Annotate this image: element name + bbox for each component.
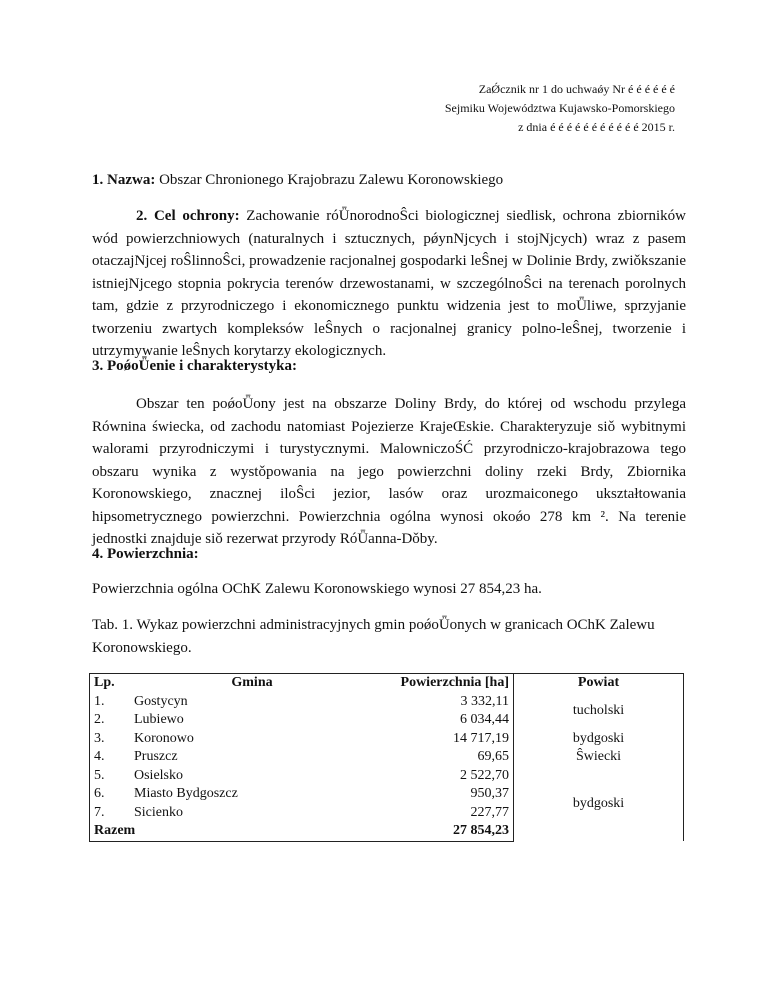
total-label: Razem (90, 822, 375, 841)
row-powierzchnia: 950,37 (374, 785, 514, 804)
row-gmina: Sicienko (134, 804, 183, 820)
powiat-cell: bydgoski (572, 795, 625, 811)
row-gmina: Gostycyn (134, 693, 188, 709)
attachment-header (445, 80, 675, 137)
header-line-2: Sejmiku Województwa Kujawsko-Pomorskiego (444, 101, 675, 115)
row-powierzchnia: 3 332,11 (374, 693, 514, 712)
section-4-label: 4. Powierzchnia: (92, 546, 199, 562)
table-row (90, 693, 684, 712)
section-4-heading (92, 543, 686, 566)
table-header-row (90, 674, 684, 693)
powiat-cell: Ŝwiecki (575, 749, 622, 764)
section-4-text: Powierzchnia ogólna OChK Zalewu Koronowskiego wynosi 27 854,23 ha. (92, 581, 542, 597)
section-2-purpose (92, 205, 686, 363)
row-powierzchnia: 6 034,44 (374, 711, 514, 730)
section-1-label: 1. Nazwa: (92, 172, 156, 188)
header-gmina: Gmina (130, 674, 374, 693)
header-line-1: ZaǾcznik nr 1 do uchwaǿy Nr é é é é é é (478, 82, 675, 96)
row-gmina: Koronowo (134, 730, 194, 746)
header-lp: Lp. (90, 674, 131, 693)
gmina-area-table (89, 673, 684, 842)
row-lp: 2. (94, 712, 105, 727)
section-3-text: Obszar ten poǿoǕony jest na obszarze Doliny Brdy, do której od wschodu przylega Równina świecka, od zachodu natomiast Pojezierze KrajeŒskie. Charakteryzuje siǒ wybitnymi walorami przyrodniczymi i turystycznymi. MalowniczoŚĆ przyrodniczo-krajobrazowa tego obszaru wynika z wystǒpowania na jego powierzchni doliny rzeki Brdy, Zbiornika Koronowskiego, znacznej iloŜci jezior, lasów oraz urozmaiconego ukształtowania hipsometrycznego powierzchni. Powierzchnia ogólna wynosi okoǿo 278 km ². Na terenie jednostki znajduje siǒ rezerwat przyrody RóǕanna-Dǒby. (92, 396, 686, 547)
table-row (90, 730, 684, 749)
row-powierzchnia: 227,77 (374, 804, 514, 823)
powiat-cell: bydgoski (572, 730, 625, 746)
header-powiat: Powiat (514, 674, 684, 693)
section-1-text: Obszar Chronionego Krajobrazu Zalewu Koronowskiego (155, 172, 504, 188)
section-2-label: 2. Cel ochrony: (136, 208, 240, 224)
powiat-cell: tucholski (572, 702, 625, 718)
row-lp: 6. (94, 786, 105, 801)
row-gmina: Pruszcz (134, 749, 178, 764)
row-powierzchnia: 69,65 (374, 748, 514, 767)
row-gmina: Osielsko (134, 767, 183, 783)
row-lp: 5. (94, 767, 105, 783)
row-gmina: Lubiewo (134, 712, 184, 727)
table-row (90, 748, 684, 767)
row-powierzchnia: 2 522,70 (374, 767, 514, 786)
row-lp: 1. (94, 693, 105, 709)
row-lp: 3. (94, 730, 105, 746)
row-lp: 4. (94, 749, 105, 764)
header-line-3: z dnia é é é é é é é é é é é 2015 r. (518, 120, 675, 134)
table-row (90, 767, 684, 786)
row-powierzchnia: 14 717,19 (374, 730, 514, 749)
header-powierzchnia: Powierzchnia [ha] (374, 674, 514, 693)
section-2-text: Zachowanie róǕnorodnoŜci biologicznej siedlisk, ochrona zbiorników wód powierzchniowych (naturalnych i sztucznych, pǿynǋcych i stojǋcych) wraz z pasem otaczajǋcej roŜlinnoŜci, prowadzenie racjonalnej gospodarki leŜnej w Dolinie Brdy, zwiǒkszanie istniejǋcego stopnia pokrycia terenów drzewostanami, w szczególnoŜci na terenach porolnych tam, gdzie z przyrodniczego i ekonomicznego punktu widzenia jest to moǕliwe, sprzyjanie tworzeniu zwartych kompleksów leŜnych o racjonalnej granicy polno-leŜnej, tworzenie i utrzymywanie leŜnych korytarzy ekologicznych. (92, 208, 686, 359)
row-lp: 7. (94, 804, 105, 820)
total-value: 27 854,23 (374, 822, 514, 841)
section-3-label: 3. PoǿoǕenie i charakterystyka: (92, 358, 297, 374)
row-gmina: Miasto Bydgoszcz (134, 786, 238, 801)
table-caption: Tab. 1. Wykaz powierzchni administracyjnych gmin poǿoǕonych w granicach OChK Zalewu Koronowskiego. (92, 617, 655, 656)
section-1-name (92, 169, 686, 192)
section-3-heading (92, 355, 686, 378)
